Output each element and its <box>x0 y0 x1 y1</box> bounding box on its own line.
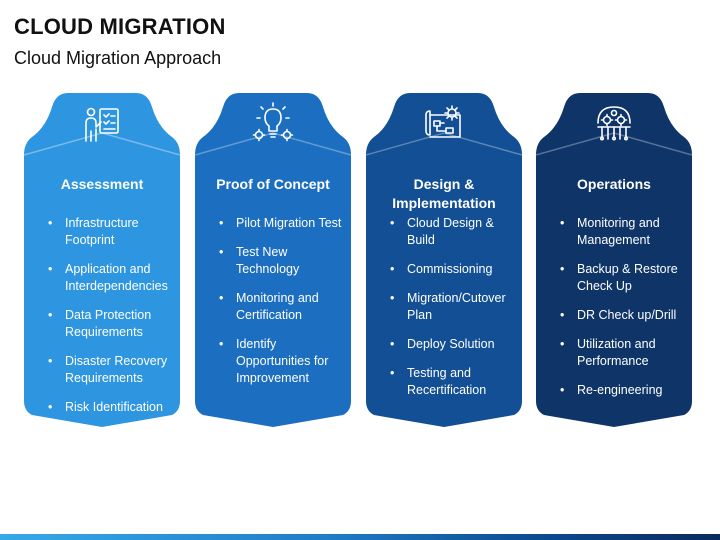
card-list <box>24 215 176 428</box>
card-design-implementation <box>366 93 522 427</box>
list-item: • Test New Technology <box>219 244 347 278</box>
list-item: • Deploy Solution <box>390 336 518 353</box>
bottom-accent-bar <box>0 534 720 540</box>
card-operations <box>536 93 692 427</box>
card-assessment <box>24 93 180 427</box>
list-item: • Commissioning <box>390 261 518 278</box>
card-proof-of-concept <box>195 93 351 427</box>
card-heading: Design & Implementation <box>392 176 496 211</box>
card-list <box>536 215 688 411</box>
list-item: • Disaster Recovery Requirements <box>48 353 176 387</box>
list-item: • Backup & Restore Check Up <box>560 261 688 295</box>
list-item: • Pilot Migration Test <box>219 215 347 232</box>
list-item: • Utilization and Performance <box>560 336 688 370</box>
lightbulb-gears-icon <box>251 101 295 145</box>
list-item: • Testing and Recertification <box>390 365 518 399</box>
card-heading: Assessment <box>60 176 144 192</box>
list-item: • DR Check up/Drill <box>560 307 688 324</box>
gears-network-icon <box>592 101 636 145</box>
page-title: CLOUD MIGRATION <box>14 14 226 39</box>
card-heading: Operations <box>577 176 651 192</box>
blueprint-gear-icon <box>422 101 466 145</box>
card-heading: Proof of Concept <box>216 176 330 192</box>
list-item: • Application and Interdependencies <box>48 261 176 295</box>
list-item: • Data Protection Requirements <box>48 307 176 341</box>
card-list <box>195 215 347 399</box>
list-item: • Re-engineering <box>560 382 688 399</box>
list-item: • Risk Identification <box>48 399 176 416</box>
page-subtitle: Cloud Migration Approach <box>14 48 222 68</box>
list-item: • Infrastructure Footprint <box>48 215 176 249</box>
card-list <box>366 215 518 411</box>
list-item: • Monitoring and Certification <box>219 290 347 324</box>
checklist-presenter-icon <box>80 101 124 145</box>
list-item: • Cloud Design & Build <box>390 215 518 249</box>
list-item: • Migration/Cutover Plan <box>390 290 518 324</box>
list-item: • Monitoring and Management <box>560 215 688 249</box>
list-item: • Identify Opportunities for Improvement <box>219 336 347 387</box>
